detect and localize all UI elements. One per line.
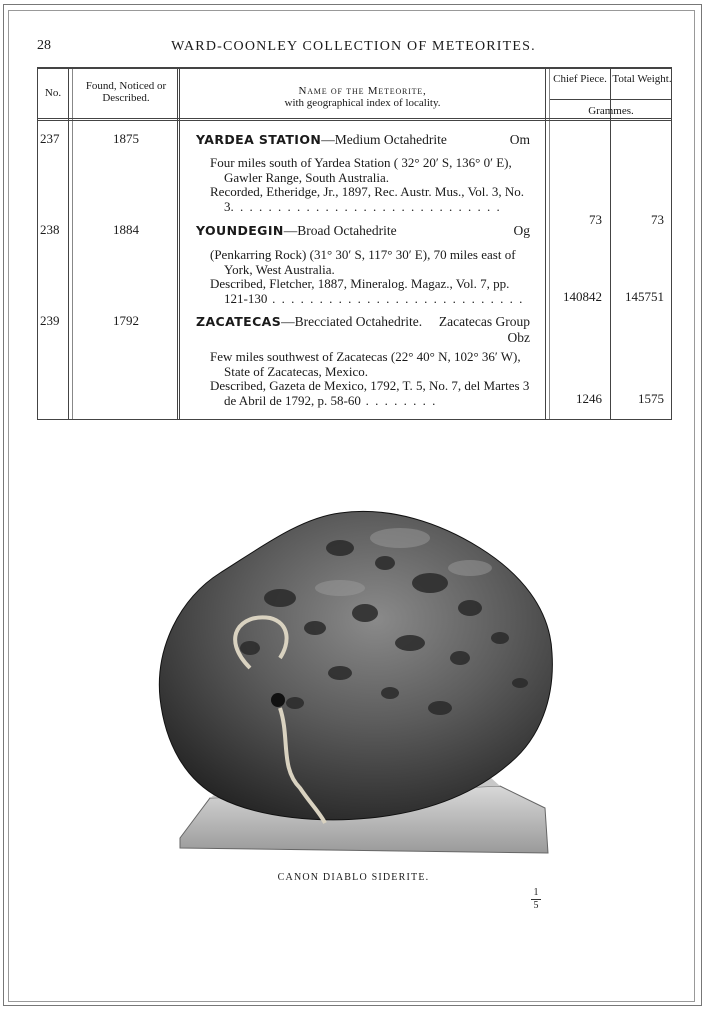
row-number: 238: [40, 222, 60, 237]
total-weight-value: 1575: [638, 391, 664, 406]
meteorite-code: Obz: [507, 330, 530, 345]
scale-fraction: [529, 888, 543, 911]
figure-caption: CANON DIABLO SIDERITE.: [277, 872, 430, 883]
meteorite-description: [210, 248, 530, 306]
locality-text: (Penkarring Rock) (31° 30′ S, 117° 30′ E), 70 miles east of York, West Australia.: [210, 247, 516, 277]
header-name-line1: Name of the Meteorite,: [298, 85, 427, 97]
total-weight-value: 145751: [625, 289, 664, 304]
page-number: 28: [37, 38, 51, 53]
reference-text: Recorded, Etheridge, Jr., 1897, Rec. Austr. Mus., Vol. 3, No. 3. . . . . . . . . . . . . . . . . . . . . . . . . . . . .: [210, 184, 525, 214]
dot-leader: . . . . . . . . . . . . . . . . . . . . . . . . . . .: [267, 290, 524, 306]
total-weight-value: 73: [651, 212, 664, 227]
header-found: Found, Noticed or Described.: [85, 80, 167, 104]
meteorite-group-and-code: [438, 314, 530, 346]
row-number: 239: [40, 313, 60, 328]
meteorite-classification: —Brecciated Octahedrite.: [281, 314, 423, 329]
meteorite-illustration: [140, 468, 570, 868]
reference-text: Described, Gazeta de Mexico, 1792, T. 5, No. 7, del Martes 3 de Abril de 1792, p. 58-60 . . . . . . . .: [210, 378, 530, 408]
reference-text: Described, Fletcher, 1887, Mineralog. Magaz., Vol. 7, pp. 121-130 . . . . . . . . . . . . . . . . . . . . . . . . . . .: [210, 276, 524, 306]
meteorite-classification: —Medium Octahedrite: [321, 132, 447, 147]
scale-denominator: 5: [533, 900, 539, 911]
dot-leader: . . . . . . . .: [360, 392, 437, 408]
row-year: 1884: [113, 222, 139, 237]
meteorite-group: Zacatecas Group: [438, 314, 530, 329]
meteorite-photograph: [140, 468, 570, 868]
chief-piece-value: 1246: [576, 391, 602, 406]
header-rule-bottom: [38, 118, 671, 121]
meteorite-code: Og: [513, 223, 530, 238]
meteorite-code: Om: [509, 132, 530, 147]
header-name: [180, 85, 545, 109]
dot-leader: . . . . . . . . . . . . . . . . . . . . . . . . . . . . .: [230, 198, 502, 214]
header-name-line2: with geographical index of locality.: [284, 97, 441, 109]
header-no: No.: [44, 87, 62, 99]
meteorite-description: [210, 350, 530, 408]
chief-piece-value: 140842: [563, 289, 602, 304]
running-head: WARD-COONLEY COLLECTION OF METEORITES.: [171, 39, 536, 54]
header-total-weight: Total Weight.: [612, 73, 672, 85]
meteorite-description: [210, 156, 530, 214]
row-year: 1875: [113, 131, 139, 146]
meteorite-name: YOUNDEGIN: [196, 223, 284, 238]
meteorite-title: [196, 314, 422, 330]
meteorite-title: [196, 132, 447, 148]
header-units: Grammes.: [588, 105, 634, 117]
meteorite-body: [159, 511, 552, 819]
meteorite-name: ZACATECAS: [196, 314, 282, 329]
catalogue-table: [37, 67, 672, 420]
locality-text: Four miles south of Yardea Station ( 32° 20′ S, 136° 0′ E), Gawler Range, South Australia.: [210, 155, 512, 185]
meteorite-title: [196, 223, 397, 239]
rope-hole: [271, 693, 285, 707]
meteorite-name: YARDEA STATION: [196, 132, 322, 147]
chief-piece-value: 73: [589, 212, 602, 227]
header-rule-top: [38, 68, 671, 69]
units-rule: [550, 99, 672, 100]
locality-text: Few miles southwest of Zacatecas (22° 40° N, 102° 36′ W), State of Zacatecas, Mexico.: [210, 349, 521, 379]
header-chief-piece: Chief Piece.: [553, 73, 607, 85]
row-number: 237: [40, 131, 60, 146]
row-year: 1792: [113, 313, 139, 328]
scale-numerator: 1: [533, 887, 539, 898]
meteorite-classification: —Broad Octahedrite: [283, 223, 397, 238]
